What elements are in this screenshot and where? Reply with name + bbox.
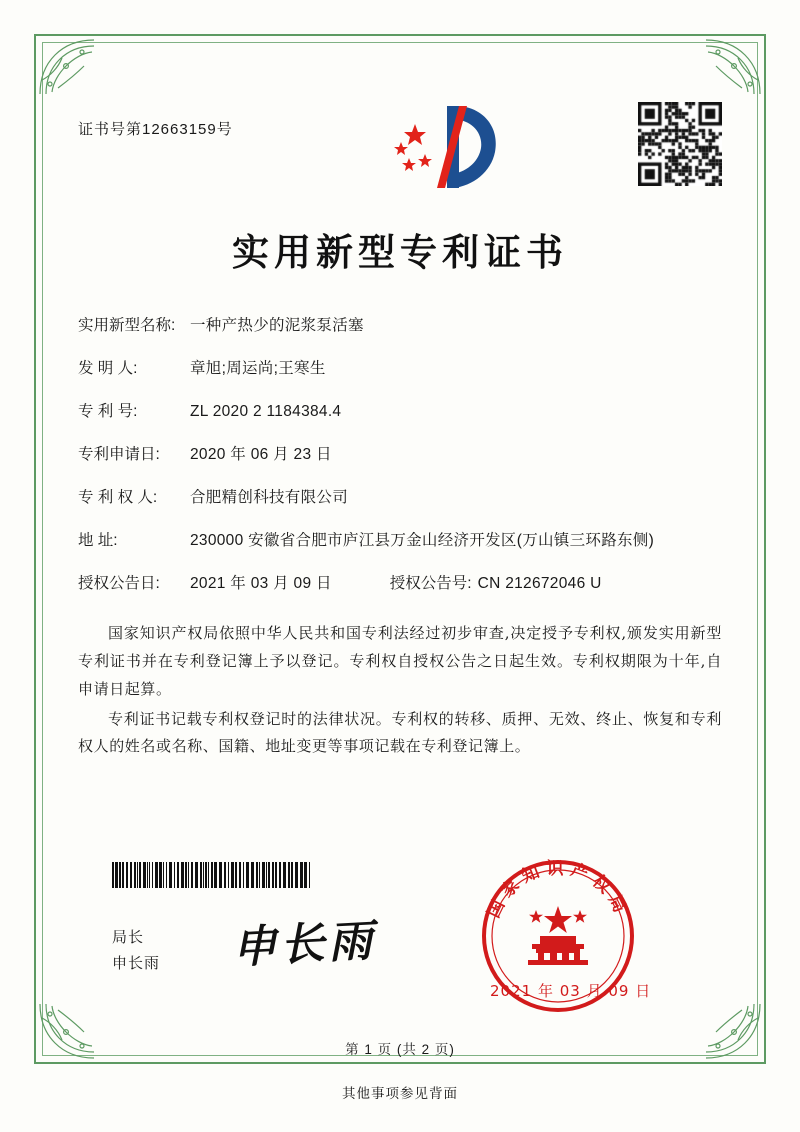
header-row [78,96,722,196]
footer-note: 其他事项参见背面 [342,1086,458,1101]
grant-number-label: 授权公告号: [389,574,472,592]
cnipa-logo-icon [375,96,525,196]
signature-block [112,925,160,976]
field-patent-number [78,402,722,423]
legal-paragraph-2: 专利证书记载专利权登记时的法律状况。专利权的转移、质押、无效、终止、恢复和专利权人的姓名或名称、国籍、地址变更等事项记载在专利登记簿上。 [78,709,722,756]
field-value: 2020 年 06 月 23 日 [190,445,332,463]
field-address [78,531,722,552]
legal-paragraph-1: 国家知识产权局依照中华人民共和国专利法经过初步审查,决定授予专利权,颁发实用新型专利证书并在专利登记簿上予以登记。专利权自授权公告之日起生效。专利权期限为十年,自申请日起算。 [78,624,722,698]
corner-ornament-icon [36,36,98,98]
field-grant-info [78,574,722,595]
field-application-date [78,445,722,466]
signature-name: 申长雨 [112,954,161,972]
certificate-number: 证书号第12663159号 [78,121,233,138]
signature-title: 局长 [112,929,145,946]
barcode [112,862,312,888]
field-label: 专利申请日: [78,445,160,463]
field-label: 专 利 权 人: [78,488,158,506]
qr-code [638,102,722,186]
certificate-content [78,96,722,761]
field-utility-model-name [78,316,722,337]
page-title: 实用新型专利证书 [232,231,568,274]
grant-date-label: 授权公告日: [78,574,160,592]
grant-number-value: CN 212672046 U [477,574,602,592]
field-list [78,316,722,594]
field-patentee [78,488,722,509]
field-label: 发 明 人: [78,359,138,377]
field-label: 专 利 号: [78,402,138,420]
field-value: 一种产热少的泥浆泵活塞 [190,317,364,334]
page-number: 第 1 页 (共 2 页) [345,1042,455,1057]
field-value: 合肥精创科技有限公司 [190,488,349,506]
field-value: ZL 2020 2 1184384.4 [190,402,342,420]
field-value: 章旭;周运尚;王寒生 [190,359,326,377]
field-inventors [78,359,722,380]
svg-text:国家知识产权局: 国家知识产权局 [483,858,633,922]
corner-ornament-icon [702,36,764,98]
grant-date-value: 2021 年 03 月 09 日 [190,574,332,592]
field-label: 实用新型名称: [78,317,176,334]
seal-date: 2021 年 03 月 09 日 [490,982,652,1000]
field-label: 地 址: [78,531,118,549]
handwritten-signature: 申长雨 [230,915,378,974]
field-value: 230000 安徽省合肥市庐江县万金山经济开发区(万山镇三环路东侧) [190,531,655,549]
